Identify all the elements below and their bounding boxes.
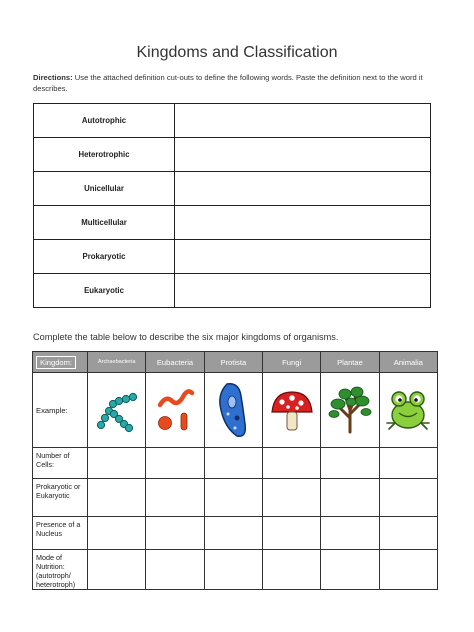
mushroom-icon bbox=[262, 373, 320, 448]
definition-cell[interactable] bbox=[175, 274, 431, 308]
answer-cell[interactable] bbox=[321, 517, 379, 550]
answer-cell[interactable] bbox=[262, 550, 320, 590]
table-instruction: Complete the table below to describe the six major kingdoms of organisms. bbox=[33, 332, 339, 342]
vocab-row bbox=[34, 274, 431, 308]
vocab-term: Heterotrophic bbox=[34, 138, 175, 172]
kingdom-header-archaebacteria: Archaebacteria bbox=[88, 352, 146, 373]
row-label-nucleus: Presence of a Nucleus bbox=[33, 517, 88, 550]
eubacteria-icon bbox=[146, 373, 204, 448]
example-row bbox=[33, 373, 438, 448]
cells-row bbox=[33, 448, 438, 479]
answer-cell[interactable] bbox=[262, 479, 320, 517]
answer-cell[interactable] bbox=[379, 479, 437, 517]
kingdom-header-fungi: Fungi bbox=[262, 352, 320, 373]
kingdom-header-row bbox=[33, 352, 438, 373]
answer-cell[interactable] bbox=[88, 479, 146, 517]
answer-cell[interactable] bbox=[262, 517, 320, 550]
kingdom-header-eubacteria: Eubacteria bbox=[146, 352, 204, 373]
definition-cell[interactable] bbox=[175, 206, 431, 240]
vocabulary-table bbox=[33, 103, 431, 308]
answer-cell[interactable] bbox=[321, 479, 379, 517]
row-label-nutrition: Mode of Nutrition: (autotroph/ heterotroph) bbox=[33, 550, 88, 590]
vocab-term: Prokaryotic bbox=[34, 240, 175, 274]
directions-label: Directions: bbox=[33, 73, 73, 82]
nucleus-row bbox=[33, 517, 438, 550]
answer-cell[interactable] bbox=[146, 448, 204, 479]
definition-cell[interactable] bbox=[175, 138, 431, 172]
directions bbox=[33, 72, 443, 94]
answer-cell[interactable] bbox=[321, 550, 379, 590]
answer-cell[interactable] bbox=[204, 448, 262, 479]
vocab-term: Unicellular bbox=[34, 172, 175, 206]
answer-cell[interactable] bbox=[146, 479, 204, 517]
nutrition-row bbox=[33, 550, 438, 590]
directions-text: Use the attached definition cut-outs to define the following words. Paste the definition next to the word it describes. bbox=[33, 73, 423, 93]
vocab-term: Eukaryotic bbox=[34, 274, 175, 308]
definition-cell[interactable] bbox=[175, 104, 431, 138]
answer-cell[interactable] bbox=[379, 550, 437, 590]
answer-cell[interactable] bbox=[204, 550, 262, 590]
answer-cell[interactable] bbox=[204, 479, 262, 517]
definition-cell[interactable] bbox=[175, 240, 431, 274]
answer-cell[interactable] bbox=[146, 517, 204, 550]
vocab-row bbox=[34, 104, 431, 138]
archaebacteria-cocci-icon bbox=[88, 373, 146, 448]
vocab-row bbox=[34, 240, 431, 274]
answer-cell[interactable] bbox=[321, 448, 379, 479]
definition-cell[interactable] bbox=[175, 172, 431, 206]
tree-icon bbox=[321, 373, 379, 448]
row-label-cells: Number of Cells: bbox=[33, 448, 88, 479]
vocab-term: Multicellular bbox=[34, 206, 175, 240]
answer-cell[interactable] bbox=[379, 448, 437, 479]
protista-paramecium-icon bbox=[204, 373, 262, 448]
vocab-row bbox=[34, 172, 431, 206]
vocab-row bbox=[34, 206, 431, 240]
frog-icon bbox=[379, 373, 437, 448]
answer-cell[interactable] bbox=[88, 550, 146, 590]
answer-cell[interactable] bbox=[88, 517, 146, 550]
kingdom-header-protista: Protista bbox=[204, 352, 262, 373]
row-label-prokaryotic: Prokaryotic or Eukaryotic bbox=[33, 479, 88, 517]
kingdom-corner-label: Kingdom: bbox=[33, 352, 88, 373]
answer-cell[interactable] bbox=[379, 517, 437, 550]
answer-cell[interactable] bbox=[204, 517, 262, 550]
answer-cell[interactable] bbox=[88, 448, 146, 479]
answer-cell[interactable] bbox=[262, 448, 320, 479]
kingdom-header-plantae: Plantae bbox=[321, 352, 379, 373]
kingdoms-table bbox=[32, 351, 438, 590]
vocab-term: Autotrophic bbox=[34, 104, 175, 138]
vocab-row bbox=[34, 138, 431, 172]
page-title: Kingdoms and Classification bbox=[136, 44, 338, 61]
row-label-example: Example: bbox=[33, 373, 88, 448]
prokaryotic-row bbox=[33, 479, 438, 517]
kingdom-header-animalia: Animalia bbox=[379, 352, 437, 373]
answer-cell[interactable] bbox=[146, 550, 204, 590]
